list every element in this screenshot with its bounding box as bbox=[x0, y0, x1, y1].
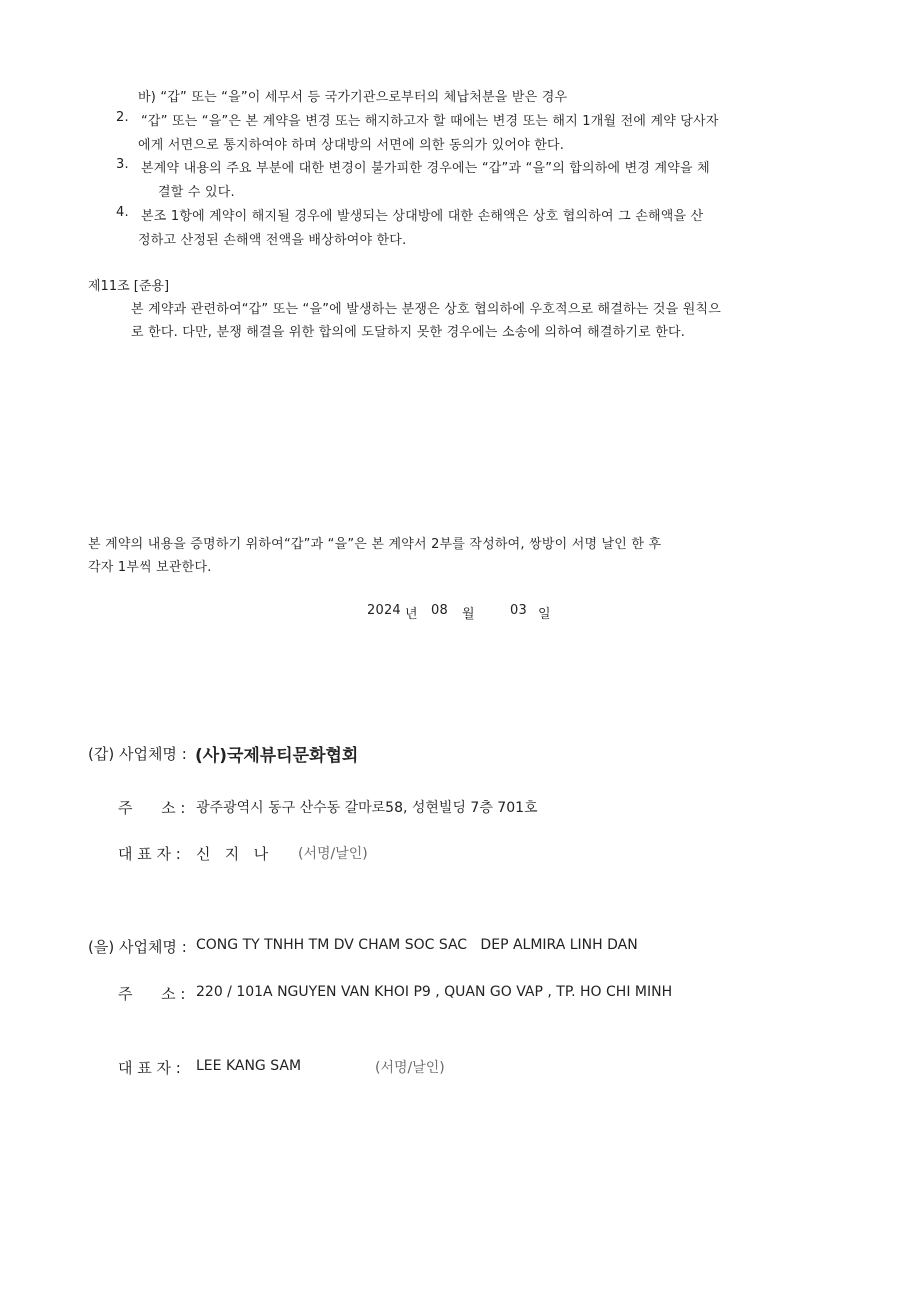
closing-line1: 본 계약의 내용을 증명하기 위하여“갑”과 “을”은 본 계약서 2부를 작성하여, 쌍방이 서명 날인 한 후 bbox=[88, 537, 662, 552]
party-a-label: (갑) 사업체명 : bbox=[88, 745, 187, 763]
date-year-unit: 년 bbox=[405, 607, 418, 622]
date-day-unit: 일 bbox=[538, 607, 551, 622]
party-a-address: 광주광역시 동구 산수동 갈마로58, 성현빌딩 7층 701호 bbox=[196, 800, 538, 816]
party-a-sign-note: (서명/날인) bbox=[298, 846, 368, 862]
clause10-item4-line1: 본조 1항에 계약이 해지될 경우에 발생되는 상대방에 대한 손해액은 상호 협의하여 그 손해액을 산 bbox=[141, 209, 704, 224]
date-month: 08 bbox=[431, 603, 448, 618]
clause10-item3-line1: 본계약 내용의 주요 부분에 대한 변경이 불가피한 경우에는 “갑”과 “을”의 합의하에 변경 계약을 체 bbox=[141, 161, 710, 176]
clause10-item2-number: 2. bbox=[116, 110, 129, 125]
party-a-rep-label: 대 표 자 : bbox=[118, 845, 181, 863]
date-month-unit: 월 bbox=[462, 607, 475, 622]
party-b-rep-label: 대 표 자 : bbox=[118, 1059, 181, 1077]
clause10-item4-line2: 정하고 산정된 손해액 전액을 배상하여야 한다. bbox=[138, 233, 407, 248]
clause10-item3-number: 3. bbox=[116, 157, 129, 172]
clause11-title: 제11조 [준용] bbox=[88, 279, 170, 294]
party-b-address-label: 주 소 : bbox=[118, 985, 186, 1003]
clause10-item3-line2: 결할 수 있다. bbox=[158, 185, 235, 200]
clause10-item2-line1: “갑” 또는 “을”은 본 계약을 변경 또는 해지하고자 할 때에는 변경 또는 해지 1개월 전에 계약 당사자 bbox=[141, 114, 719, 129]
party-b-name: CONG TY TNHH TM DV CHAM SOC SAC DEP ALMIRA LINH DAN bbox=[196, 937, 638, 953]
clause10-item4-number: 4. bbox=[116, 205, 129, 220]
clause11-line2: 로 한다. 다만, 분쟁 해결을 위한 합의에 도달하지 못한 경우에는 소송에 의하여 해결하기로 한다. bbox=[131, 325, 686, 340]
date-year: 2024 bbox=[367, 603, 401, 618]
clause11-line1: 본 계약과 관련하여“갑” 또는 “을”에 발생하는 분쟁은 상호 협의하에 우호적으로 해결하는 것을 원칙으 bbox=[131, 302, 722, 317]
clause10-item-ba: 바) “갑” 또는 “을”이 세무서 등 국가기관으로부터의 체납처분을 받은 경우 bbox=[138, 90, 568, 105]
party-a-name: (사)국제뷰티문화협회 bbox=[195, 746, 359, 766]
party-a-address-label: 주 소 : bbox=[118, 799, 186, 817]
date-day: 03 bbox=[510, 603, 527, 618]
party-b-address: 220 / 101A NGUYEN VAN KHOI P9 , QUAN GO VAP , TP. HO CHI MINH bbox=[196, 984, 673, 1000]
party-b-label: (을) 사업체명 : bbox=[88, 938, 187, 956]
clause10-item2-line2: 에게 서면으로 통지하여야 하며 상대방의 서면에 의한 동의가 있어야 한다. bbox=[138, 138, 565, 153]
party-b-rep-name: LEE KANG SAM bbox=[196, 1058, 302, 1074]
party-b-sign-note: (서명/날인) bbox=[375, 1060, 445, 1076]
party-a-rep-name: 신 지 나 bbox=[196, 845, 269, 863]
closing-line2: 각자 1부씩 보관한다. bbox=[88, 560, 212, 575]
